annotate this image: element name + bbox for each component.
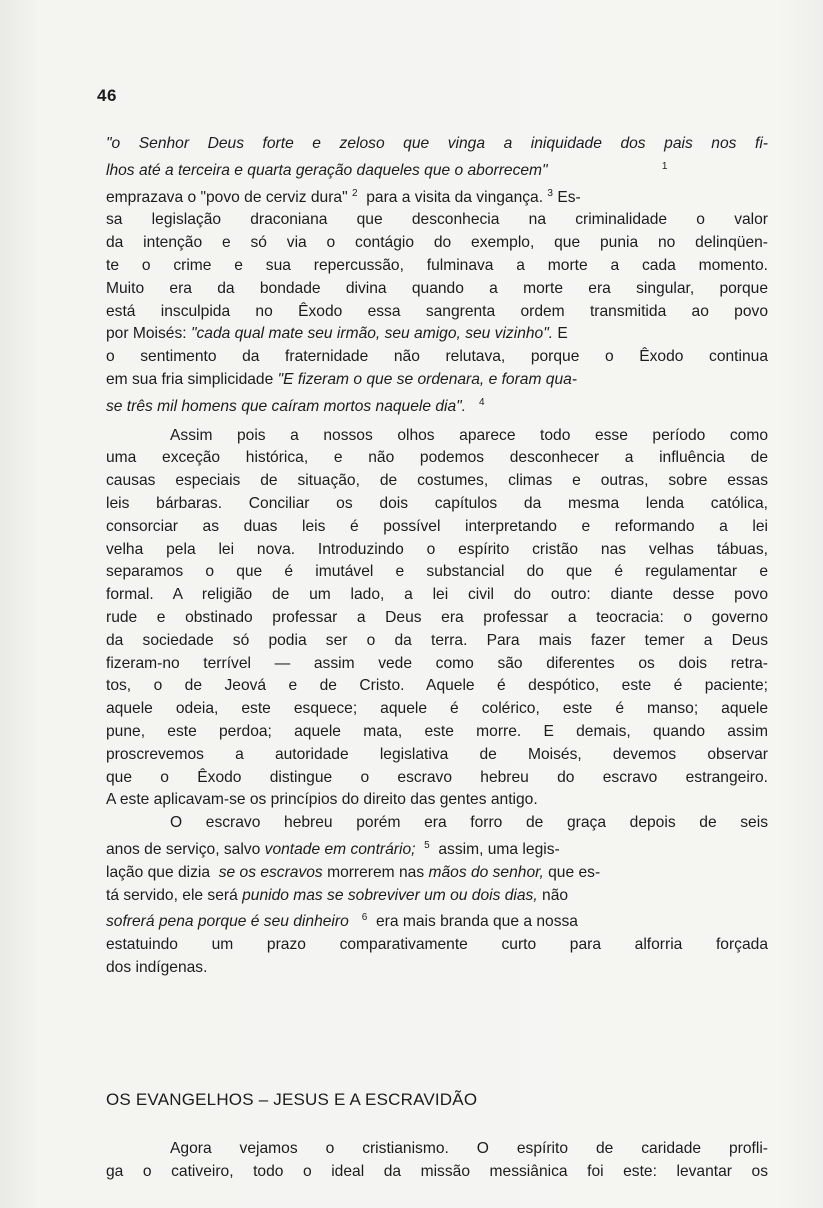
text-line: Assim pois a nossos olhos aparece todo esse período como	[170, 426, 768, 444]
text-line: aquele odeia, este esquece; aquele é colérico, este é manso; aquele	[106, 700, 768, 718]
text-line: o sentimento da fraternidade não relutava, porque o Êxodo continua	[106, 348, 768, 366]
text-line: uma exceção histórica, e não podemos desconhecer a influência de	[106, 449, 768, 467]
emphasis-text: se os escravos	[218, 863, 323, 881]
text-run: emprazava o "povo de cerviz dura"	[106, 188, 348, 206]
text-line: causas especiais de situação, de costumes, climas e outras, sobre essas	[106, 472, 768, 490]
text-line: dos indígenas.	[106, 958, 208, 976]
text-line: O escravo hebreu porém era forro de graça depois de seis	[170, 814, 768, 832]
quote-text: se três mil homens que caíram mortos naquele dia".	[106, 397, 467, 415]
text-line: separamos o que é imutável e substancial do que é regulamentar e	[106, 563, 768, 581]
footnote-ref: 3	[547, 187, 553, 199]
text-line: sa legislação draconiana que desconhecia na criminalidade o valor	[106, 211, 768, 229]
text-line: rude e obstinado professar a Deus era professar a teocracia: o governo	[106, 608, 768, 626]
quote-text: "E fizeram o que se ordenara, e foram qua-	[277, 370, 577, 388]
footnote-ref: 4	[479, 396, 485, 408]
text-run: que es-	[548, 863, 601, 881]
text-line: da intenção e só via o contágio do exemplo, que punia no delinqüen-	[106, 234, 768, 252]
text-line	[106, 835, 768, 862]
paragraph-3	[106, 812, 768, 980]
text-run: não	[542, 886, 569, 904]
paragraph-2	[106, 425, 768, 813]
text-line: estatuindo um prazo comparativamente curto para alforria forçada	[106, 936, 768, 954]
text-line: da sociedade só podia ser o da terra. Para mais fazer temer a Deus	[106, 631, 768, 649]
text-line: fizeram-no terrível — assim vede como são diferentes os dois retra-	[106, 654, 768, 672]
text-run: lação que dizia	[106, 863, 211, 881]
emphasis-text: mãos do senhor,	[428, 863, 544, 881]
text-line: tos, o de Jeová e de Cristo. Aquele é despótico, este é paciente;	[106, 677, 768, 695]
paragraph-1	[106, 133, 768, 419]
footnote-ref: 2	[351, 187, 358, 199]
text-line	[106, 862, 768, 885]
emphasis-text: vontade em contrário;	[264, 840, 416, 858]
quote-text: "cada qual mate seu irmão, seu amigo, seu vizinho".	[190, 325, 554, 343]
text-run: tá servido, ele será	[106, 886, 238, 904]
text-line: A este aplicavam-se os princípios do direito das gentes antigo.	[106, 791, 538, 809]
text-line: Muito era da bondade divina quando a morte era singular, porque	[106, 279, 768, 297]
text-run: anos de serviço, salvo	[106, 840, 261, 858]
text-line: consorciar as duas leis é possível interpretando e reformando a lei	[106, 517, 768, 535]
text-line	[106, 392, 768, 419]
text-line: te o crime e sua repercussão, fulminava a morte a cada momento.	[106, 256, 768, 274]
body-text	[106, 133, 768, 980]
text-line: ga o cativeiro, todo o ideal da missão messiânica foi este: levantar os	[106, 1162, 768, 1180]
footnote-ref: 1	[661, 160, 668, 172]
footnote-ref: 5	[424, 839, 430, 851]
section-heading: OS EVANGELHOS – JESUS E A ESCRAVIDÃO	[106, 1090, 478, 1109]
text-run: em sua fria simplicidade	[106, 370, 274, 388]
text-line: formal. A religião de um lado, a lei civil do outro: diante desse povo	[106, 586, 768, 604]
emphasis-text: sofrerá pena porque é seu dinheiro	[106, 913, 349, 931]
text-line: "o Senhor Deus forte e zeloso que vinga a iniquidade dos pais nos fi-	[106, 135, 768, 152]
text-line	[106, 156, 768, 183]
footnote-ref: 6	[361, 912, 368, 924]
text-run: era mais branda que a nossa	[375, 913, 578, 931]
text-line: Agora vejamos o cristianismo. O espírito de caridade profli-	[170, 1140, 768, 1157]
text-run: E	[557, 325, 568, 343]
text-run: assim, uma legis-	[438, 840, 560, 858]
text-run: por Moisés:	[106, 325, 187, 343]
text-run: para a visita da vingança.	[366, 188, 544, 206]
text-line	[106, 369, 768, 392]
text-line: leis bárbaras. Conciliar os dois capítulos da mesma lenda católica,	[106, 494, 768, 512]
quote-text: lhos até a terceira e quarta geração daqueles que o aborrecem"	[106, 161, 548, 179]
text-line: pune, este perdoa; aquele mata, este morre. E demais, quando assim	[106, 722, 768, 740]
paragraph-4	[106, 1138, 768, 1184]
text-line: está insculpida no Êxodo essa sangrenta ordem transmitida ao povo	[106, 302, 768, 320]
text-line: velha pela lei nova. Introduzindo o espírito cristão nas velhas tábuas,	[106, 540, 768, 558]
text-line: que o Êxodo distingue o escravo hebreu do escravo estrangeiro.	[106, 768, 768, 786]
text-line	[106, 183, 768, 210]
text-line	[106, 323, 768, 346]
text-run: Es-	[557, 188, 581, 206]
text-run: morrerem nas	[327, 863, 425, 881]
text-line	[106, 885, 768, 908]
page-number: 46	[97, 86, 117, 105]
text-line	[106, 907, 768, 934]
emphasis-text: punido mas se sobreviver um ou dois dias,	[242, 886, 538, 904]
text-line: proscrevemos a autoridade legislativa de Moisés, devemos observar	[106, 745, 768, 763]
